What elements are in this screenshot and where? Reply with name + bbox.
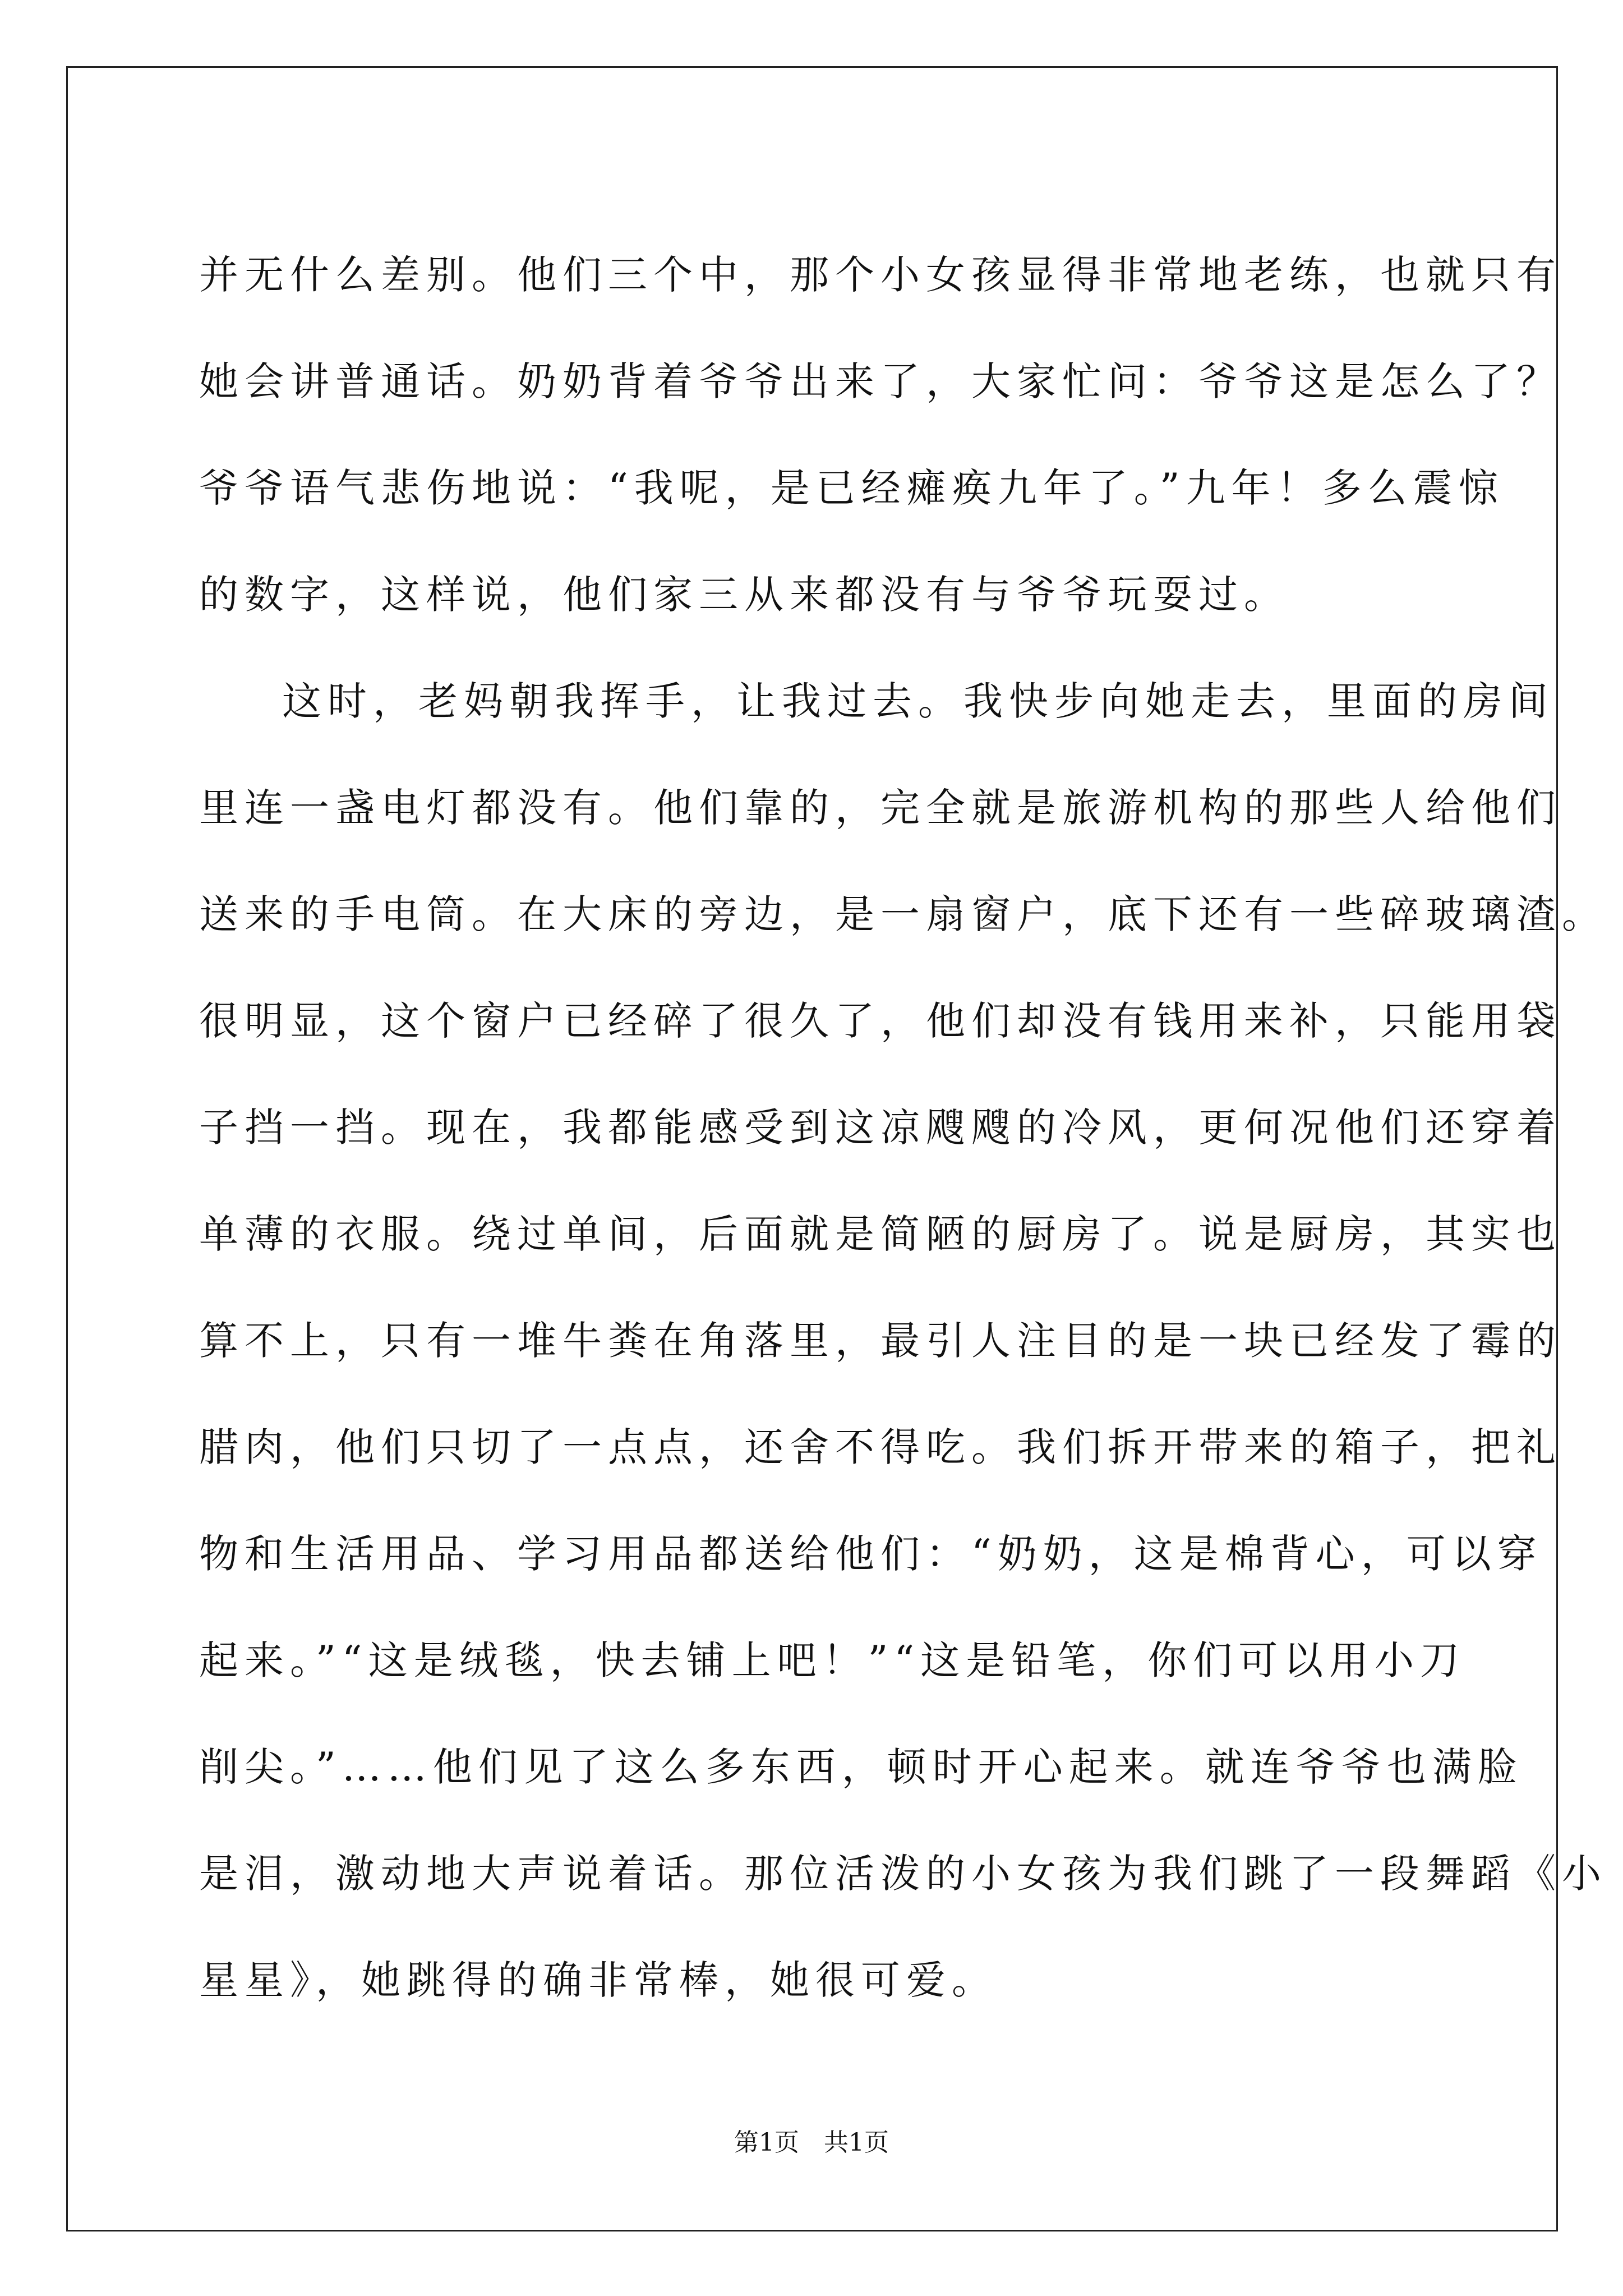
page-number-current: 第1页 <box>734 2128 799 2157</box>
text-line: 星星》，她跳得的确非常棒，她很可爱。 <box>199 1957 997 2003</box>
text-line: 并无什么差别。他们三个中，那个小女孩显得非常地老练，也就只有 <box>199 252 1562 298</box>
text-line: 她会讲普通话。奶奶背着爷爷出来了，大家忙问：爷爷这是怎么了？ <box>199 358 1562 404</box>
text-line: 爷爷语气悲伤地说：“我呢，是已经瘫痪九年了。”九年！多么震惊 <box>199 465 1504 511</box>
text-line: 这时，老妈朝我挥手，让我过去。我快步向她走去，里面的房间 <box>282 678 1554 724</box>
text-line: 起来。”“这是绒毯，快去铺上吧！”“这是铅笔，你们可以用小刀 <box>199 1637 1466 1683</box>
page-footer <box>0 2126 1623 2160</box>
text-line: 送来的手电筒。在大床的旁边，是一扇窗户，底下还有一些碎玻璃渣。 <box>199 891 1607 937</box>
text-line: 腊肉，他们只切了一点点，还舍不得吃。我们拆开带来的箱子，把礼 <box>199 1424 1562 1470</box>
text-line: 里连一盏电灯都没有。他们靠的，完全就是旅游机构的那些人给他们 <box>199 785 1562 831</box>
text-line: 是泪，激动地大声说着话。那位活泼的小女孩为我们跳了一段舞蹈《小 <box>199 1851 1607 1897</box>
text-line: 削尖。”……他们见了这么多东西，顿时开心起来。就连爷爷也满脸 <box>199 1744 1523 1790</box>
text-line: 很明显，这个窗户已经碎了很久了，他们却没有钱用来补，只能用袋 <box>199 998 1562 1044</box>
text-line: 算不上，只有一堆牛粪在角落里，最引人注目的是一块已经发了霉的 <box>199 1318 1562 1364</box>
document-body <box>199 222 1607 2033</box>
page-number-total: 共1页 <box>824 2128 889 2157</box>
text-line: 单薄的衣服。绕过单间，后面就是简陋的厨房了。说是厨房，其实也 <box>199 1211 1562 1257</box>
text-line: 子挡一挡。现在，我都能感受到这凉飕飕的冷风，更何况他们还穿着 <box>199 1105 1562 1151</box>
text-line: 物和生活用品、学习用品都送给他们：“奶奶，这是棉背心，可以穿 <box>199 1531 1543 1577</box>
text-line: 的数字，这样说，他们家三从来都没有与爷爷玩耍过。 <box>199 572 1289 618</box>
